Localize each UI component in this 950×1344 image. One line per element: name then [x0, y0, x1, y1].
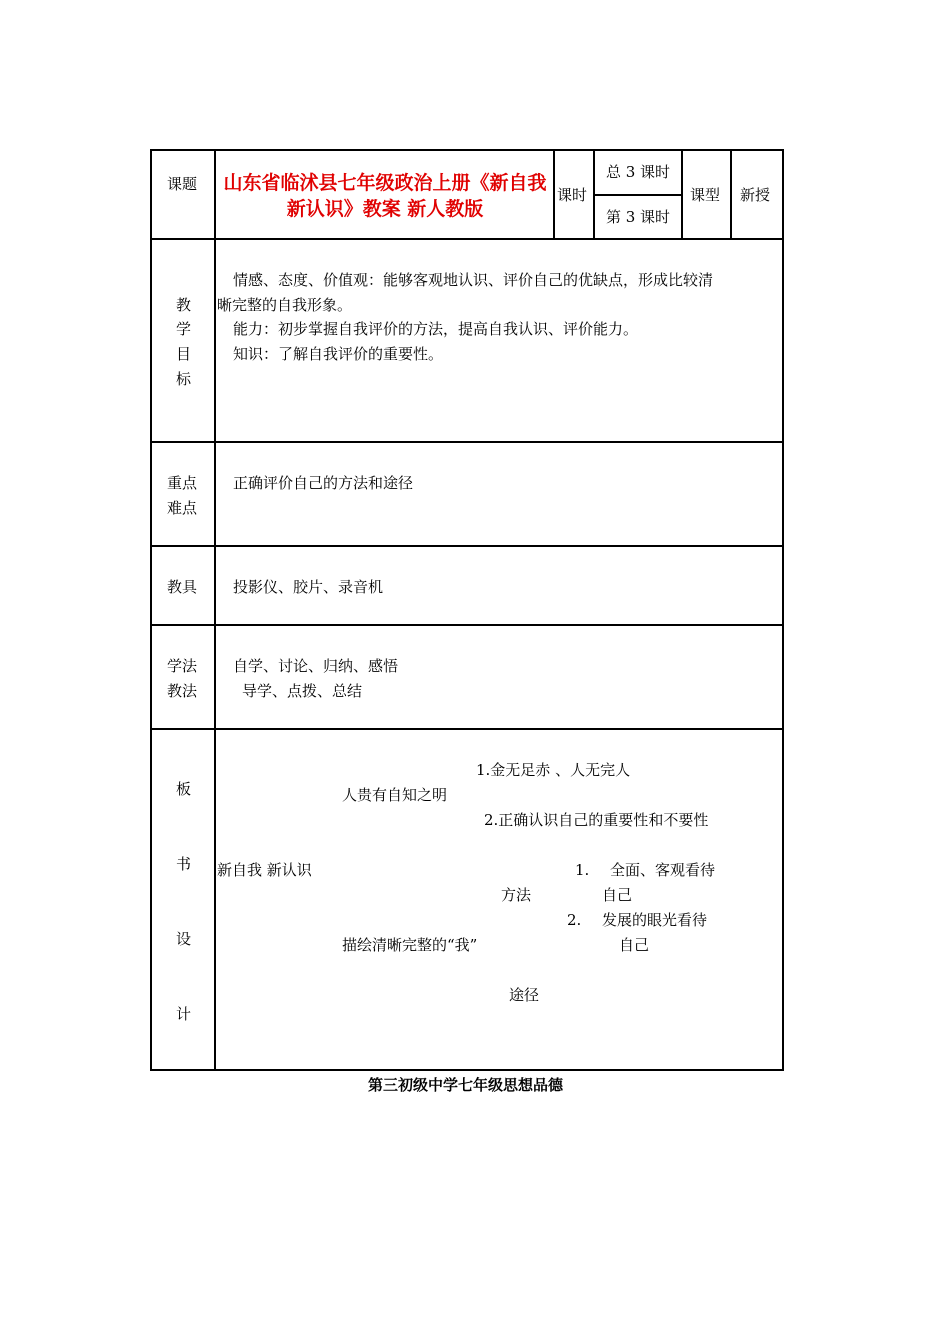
board-label-char-2: 书 [176, 855, 192, 873]
objectives-label-char-2: 学 [176, 320, 192, 338]
row-divider-1 [150, 238, 784, 240]
table-border-top [150, 149, 784, 151]
board-method-1: 全面、客观看待 [610, 861, 716, 879]
row-divider-5 [150, 728, 784, 730]
topic-label: 课题 [167, 175, 198, 193]
board-self-1: 自己 [602, 886, 633, 904]
board-self-knowledge: 人贵有自知之明 [342, 786, 448, 804]
footer-caption: 第三初级中学七年级思想品德 [368, 1076, 564, 1094]
board-item-2: 2.正确认识自己的重要性和不要性 [484, 811, 709, 829]
row-divider-2 [150, 441, 784, 443]
board-label-char-4: 计 [176, 1005, 192, 1023]
row-divider-4 [150, 624, 784, 626]
objectives-label-char-1: 教 [176, 296, 192, 314]
objectives-label-char-3: 目 [176, 345, 192, 363]
label-column-divider [214, 149, 216, 1071]
lesson-type-value: 新授 [740, 186, 771, 204]
table-border-left [150, 149, 152, 1071]
row-divider-3 [150, 545, 784, 547]
lesson-title: 山东省临沭县七年级政治上册《新自我新认识》教案 新人教版 [223, 172, 547, 220]
tools-label: 教具 [167, 578, 198, 596]
methods-label-1: 学法 [167, 657, 198, 675]
period-value-divider [681, 149, 683, 240]
table-border-bottom [150, 1069, 784, 1071]
board-describe: 描绘清晰完整的“我” [342, 936, 478, 954]
board-label-char-3: 设 [176, 930, 192, 948]
board-label-char-1: 板 [176, 780, 192, 798]
current-period: 第 3 课时 [605, 208, 671, 226]
key-points-label-2: 难点 [167, 499, 198, 517]
board-self-2: 自己 [619, 936, 650, 954]
methods-content-1: 自学、讨论、归纳、感悟 [233, 657, 399, 675]
key-points-label-1: 重点 [167, 474, 198, 492]
objectives-line-2: 晰完整的自我形象。 [217, 296, 353, 314]
board-item-1: 1.金无足赤 、人无完人 [476, 761, 631, 779]
board-method-num-2: 2. [567, 911, 582, 929]
board-methods-label: 方法 [501, 886, 532, 904]
lesson-type-divider [730, 149, 732, 240]
methods-label-2: 教法 [167, 682, 198, 700]
period-label: 课时 [557, 186, 588, 204]
tools-content: 投影仪、胶片、录音机 [233, 578, 384, 596]
key-points-content: 正确评价自己的方法和途径 [233, 474, 414, 492]
objectives-line-1: 情感、态度、价值观：能够客观地认识、评价自己的优缺点，形成比较清 [233, 271, 714, 289]
board-main-topic: 新自我 新认识 [217, 861, 312, 879]
total-periods: 总 3 课时 [605, 163, 671, 181]
objectives-line-4: 知识：了解自我评价的重要性。 [233, 345, 444, 363]
period-cell-divider [594, 194, 682, 196]
objectives-label-char-4: 标 [176, 370, 192, 388]
methods-content-2: 导学、点拨、总结 [242, 682, 363, 700]
objectives-line-3: 能力：初步掌握自我评价的方法，提高自我认识、评价能力。 [233, 320, 639, 338]
table-border-right [782, 149, 784, 1071]
board-method-2: 发展的眼光看待 [602, 911, 708, 929]
title-column-divider [553, 149, 555, 240]
board-paths-label: 途径 [509, 986, 540, 1004]
board-method-num-1: 1. [575, 861, 590, 879]
lesson-type-label: 课型 [690, 186, 721, 204]
